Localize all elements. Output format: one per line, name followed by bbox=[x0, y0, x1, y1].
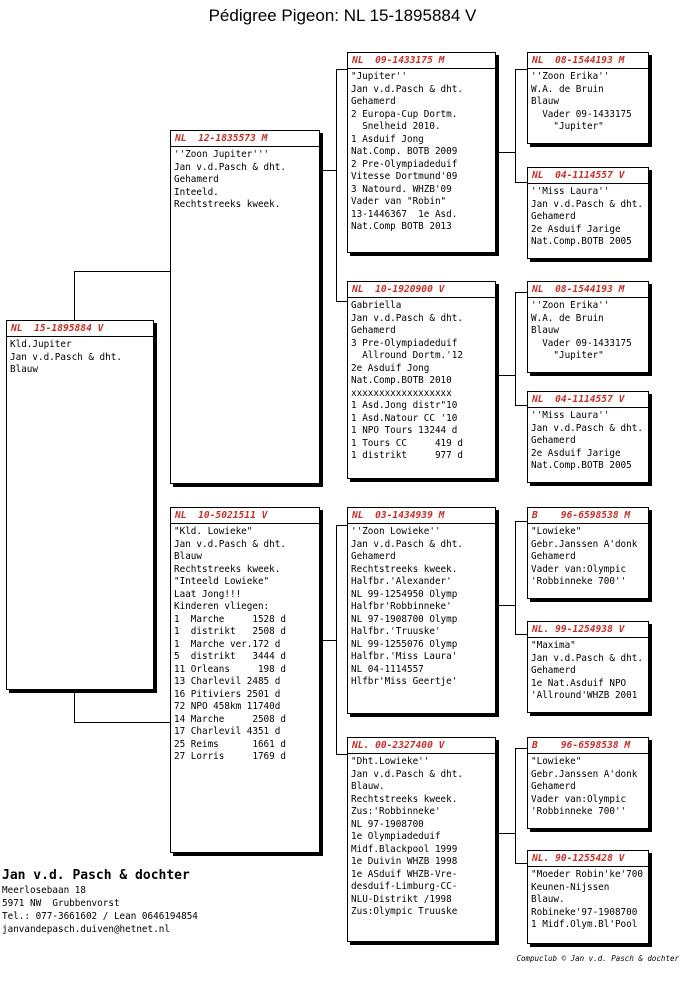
detail-line: 1 NPO Tours 13244 d bbox=[351, 425, 458, 436]
detail-line: NLU-Distrikt /1998 bbox=[351, 893, 452, 905]
connector bbox=[515, 405, 527, 406]
pigeon-card-sire bbox=[170, 130, 320, 484]
owner-phone: Tel.: 077-3661602 / Lean 0646194854 bbox=[2, 911, 198, 922]
pigeon-details bbox=[528, 186, 648, 249]
pigeon-details bbox=[528, 300, 648, 363]
divider bbox=[528, 753, 648, 754]
detail-line: NL 04-1114557 bbox=[351, 663, 424, 675]
detail-line: Nat.Comp. BOTB 2009 bbox=[351, 146, 458, 157]
detail-line: Gehamerd bbox=[531, 665, 576, 676]
detail-line: Gehamerd bbox=[174, 174, 219, 185]
detail-line: 2e Asduif Jong bbox=[351, 362, 430, 374]
detail-line: 16 Pitiviers 2501 d bbox=[174, 688, 281, 700]
detail-line: 2e Asduif Jarige bbox=[531, 223, 621, 235]
pigeon-details bbox=[528, 756, 648, 819]
detail-line: NL 99-1255076 Olymp bbox=[351, 638, 458, 650]
connector bbox=[515, 521, 527, 522]
detail-line: 3 Pre-Olympiadeduif bbox=[351, 337, 458, 349]
detail-line: Gehamerd bbox=[531, 435, 576, 446]
pigeon-details bbox=[528, 869, 648, 932]
detail-line: Jan v.d.Pasch & dht. bbox=[174, 161, 286, 173]
detail-line: Gehamerd bbox=[531, 551, 576, 562]
divider bbox=[348, 297, 495, 298]
detail-line: Vader 09-1433175 bbox=[531, 108, 632, 120]
detail-line: Vader van:Olympic bbox=[531, 793, 627, 805]
detail-line: "Lowieke" bbox=[531, 526, 582, 537]
detail-line: Jan v.d.Pasch & dht. bbox=[531, 652, 643, 664]
detail-line: ''Zoon Erika'' bbox=[531, 71, 610, 82]
detail-line: NL 97-1908700 bbox=[351, 818, 424, 830]
detail-line: Gehamerd bbox=[351, 551, 396, 562]
detail-line: Laat Jong!!! bbox=[174, 588, 242, 600]
connector bbox=[74, 722, 171, 723]
ring-number: NL 08-1544193 M bbox=[532, 55, 625, 66]
detail-line: 1 Asd.Jong distr"10 bbox=[351, 400, 458, 411]
detail-line: NL 99-1254950 Olymp bbox=[351, 588, 458, 600]
ring-number: NL. 90-1255428 V bbox=[532, 853, 625, 864]
owner-city: 5971 NW Grubbenvorst bbox=[2, 898, 120, 909]
ring-number: NL 12-1835573 M bbox=[175, 133, 268, 144]
divider bbox=[528, 297, 648, 298]
ring-number: NL 10-1920900 V bbox=[352, 284, 445, 295]
detail-line: Nat.Comp.BOTB 2005 bbox=[531, 236, 632, 247]
detail-line: Rechtstreeks kweek. bbox=[351, 793, 458, 805]
detail-line: Kld.Jupiter bbox=[10, 339, 72, 350]
ring-number: NL. 00-2327400 V bbox=[352, 740, 445, 751]
detail-line: W.A. de Bruin bbox=[531, 312, 604, 324]
pigeon-details bbox=[528, 410, 648, 473]
detail-line: 1 Asd.Natour CC '10 bbox=[351, 412, 458, 424]
connector bbox=[515, 69, 516, 182]
ring-number: NL 15-1895884 V bbox=[11, 323, 104, 334]
pigeon-details bbox=[348, 71, 495, 234]
detail-line: "Jupiter" bbox=[531, 350, 604, 361]
detail-line: Kinderen vliegen: bbox=[174, 601, 270, 612]
detail-line: Vitesse Dortmund'09 bbox=[351, 171, 458, 182]
owner-email[interactable]: janvandepasch.duiven@hetnet.nl bbox=[2, 924, 170, 935]
detail-line: Jan v.d.Pasch & dht. bbox=[531, 198, 643, 210]
connector bbox=[515, 748, 516, 863]
detail-line: xxxxxxxxxxxxxxxxxx bbox=[351, 387, 452, 399]
detail-line: Halfbr.'Alexander' bbox=[351, 576, 452, 587]
divider bbox=[528, 866, 648, 867]
detail-line: 1 Midf.Olym.Bl'Pool bbox=[531, 919, 638, 930]
detail-line: 1e Nat.Asduif NPO bbox=[531, 677, 627, 689]
detail-line: W.A. de Bruin bbox=[531, 83, 604, 95]
ring-number: NL 10-5021511 V bbox=[175, 510, 268, 521]
detail-line: NL 97-1908700 Olymp bbox=[351, 613, 458, 625]
detail-line: Hlfbr'Miss Geertje' bbox=[351, 676, 458, 687]
detail-line: Halfbr'Robbinneke' bbox=[351, 601, 452, 612]
connector bbox=[515, 182, 527, 183]
detail-line: 2 Europa-Cup Dortm. bbox=[351, 108, 458, 120]
detail-line: Rechtstreeks kweek. bbox=[174, 563, 281, 575]
detail-line: 1 Asduif Jong bbox=[351, 133, 424, 145]
pigeon-details bbox=[348, 300, 495, 463]
ring-number: NL. 99-1254938 V bbox=[532, 624, 625, 635]
detail-line: Gehamerd bbox=[531, 781, 576, 792]
detail-line: ''Miss Laura'' bbox=[531, 410, 610, 421]
detail-line: Jan v.d.Pasch & dht. bbox=[351, 768, 463, 780]
detail-line: 25 Reims 1661 d bbox=[174, 738, 286, 750]
detail-line: Gabriella bbox=[351, 300, 402, 311]
detail-line: Nat.Comp.BOTB 2005 bbox=[531, 460, 632, 471]
pigeon-details bbox=[528, 71, 648, 134]
detail-line: Snelheid 2010. bbox=[351, 121, 441, 132]
pigeon-card-dd-dam bbox=[527, 850, 649, 944]
pigeon-card-ds-sire bbox=[527, 507, 649, 599]
detail-line: Zus:Olympic Truuske bbox=[351, 906, 458, 917]
detail-line: "Kld. Lowieke" bbox=[174, 526, 253, 537]
detail-line: Robineke'97-1908700 bbox=[531, 906, 638, 918]
detail-line: Jan v.d.Pasch & dht. bbox=[351, 538, 463, 550]
detail-line: 'Allround'WHZB 2001 bbox=[531, 690, 638, 701]
detail-line: "Lowieke" bbox=[531, 756, 582, 767]
connector bbox=[74, 271, 75, 320]
detail-line: 27 Lorris 1769 d bbox=[174, 751, 286, 762]
detail-line: ''Zoon Erika'' bbox=[531, 300, 610, 311]
divider bbox=[348, 523, 495, 524]
connector bbox=[336, 69, 337, 301]
detail-line: "Maxima" bbox=[531, 640, 576, 651]
detail-line: 1 distrikt 977 d bbox=[351, 450, 463, 461]
detail-line: 13-1446367 1e Asd. bbox=[351, 208, 458, 220]
detail-line: Halfbr.'Miss Laura' bbox=[351, 651, 458, 662]
detail-line: Inteeld. bbox=[174, 186, 219, 198]
pigeon-details bbox=[171, 149, 319, 212]
page-title: Pédigree Pigeon: NL 15-1895884 V bbox=[208, 6, 477, 25]
detail-line: 13 Charlevil 2485 d bbox=[174, 676, 281, 687]
detail-line: 14 Marche 2508 d bbox=[174, 713, 286, 725]
detail-line: Vader 09-1433175 bbox=[531, 337, 632, 349]
detail-line: 3 Natourd. WHZB'09 bbox=[351, 183, 452, 195]
detail-line: Jan v.d.Pasch & dht. bbox=[531, 422, 643, 434]
detail-line: Blauw. bbox=[351, 781, 385, 792]
detail-line: "Jupiter" bbox=[531, 121, 604, 132]
pigeon-card-subject bbox=[6, 320, 154, 690]
detail-line: Blauw. bbox=[531, 894, 565, 905]
detail-line: 1e ASduif WHZB-Vre- bbox=[351, 868, 458, 880]
pigeon-details bbox=[528, 526, 648, 589]
pigeon-card-dd-sire bbox=[527, 737, 649, 829]
detail-line: Gehamerd bbox=[531, 211, 576, 222]
detail-line: 1e Duivin WHZB 1998 bbox=[351, 856, 458, 867]
divider bbox=[348, 753, 495, 754]
detail-line: 5 distrikt 3444 d bbox=[174, 651, 286, 662]
detail-line: Jan v.d.Pasch & dht. bbox=[351, 312, 463, 324]
detail-line: ''Zoon Jupiter''' bbox=[174, 149, 270, 160]
connector bbox=[515, 634, 527, 635]
detail-line: Blauw bbox=[531, 325, 559, 336]
ring-number: B 96-6598538 M bbox=[532, 740, 631, 751]
ring-number: NL 09-1433175 M bbox=[352, 55, 445, 66]
pigeon-details bbox=[7, 339, 153, 377]
pigeon-details bbox=[348, 756, 495, 919]
pigeon-card-dam bbox=[170, 507, 320, 853]
owner-name: Jan v.d. Pasch & dochter bbox=[2, 868, 190, 883]
detail-line: 11 Orleans 198 d bbox=[174, 663, 286, 675]
connector bbox=[515, 521, 516, 634]
connector bbox=[336, 525, 337, 754]
detail-line: Rechtstreeks kweek. bbox=[351, 563, 458, 575]
detail-line: 72 NPO 458km 11740d bbox=[174, 701, 281, 712]
detail-line: Vader van:Olympic bbox=[531, 563, 627, 575]
connector bbox=[497, 605, 515, 606]
detail-line: Keunen-Nijssen bbox=[531, 881, 610, 893]
connector bbox=[321, 640, 336, 641]
divider bbox=[528, 68, 648, 69]
detail-line: Gehamerd bbox=[351, 325, 396, 336]
copyright-credit: Compuclub © Jan v.d. Pasch & dochter bbox=[516, 954, 679, 963]
divider bbox=[171, 146, 319, 147]
detail-line: 'Robbinneke 700'' bbox=[531, 576, 627, 587]
detail-line: Zus:'Robbinneke' bbox=[351, 806, 441, 817]
connector bbox=[74, 690, 75, 722]
pigeon-details bbox=[528, 640, 648, 703]
detail-line: desduif-Limburg-CC- bbox=[351, 881, 458, 892]
detail-line: "Inteeld Lowieke" bbox=[174, 576, 270, 587]
pigeon-card-ss-sire bbox=[527, 52, 649, 144]
detail-line: 1e Olympiadeduif bbox=[351, 831, 441, 842]
owner-address: Meerlosebaan 18 bbox=[2, 885, 86, 896]
connector bbox=[515, 292, 516, 405]
divider bbox=[171, 523, 319, 524]
detail-line: Halfbr.'Truuske' bbox=[351, 626, 441, 637]
detail-line: 2 Pre-Olympiadeduif bbox=[351, 158, 458, 170]
detail-line: Blauw bbox=[10, 364, 38, 375]
connector bbox=[74, 271, 171, 272]
detail-line: Nat.Comp BOTB 2013 bbox=[351, 221, 452, 232]
ring-number: NL 08-1544193 M bbox=[532, 284, 625, 295]
divider bbox=[528, 407, 648, 408]
detail-line: ''Miss Laura'' bbox=[531, 186, 610, 197]
pigeon-details bbox=[171, 526, 319, 764]
connector bbox=[515, 69, 527, 70]
pigeon-card-dam-sire bbox=[347, 507, 496, 714]
pigeon-card-dam-dam bbox=[347, 737, 496, 942]
divider bbox=[7, 336, 153, 337]
ring-number: NL 04-1114557 V bbox=[532, 394, 625, 405]
detail-line: ''Zoon Lowieke'' bbox=[351, 526, 441, 537]
detail-line: Blauw bbox=[174, 551, 202, 562]
detail-line: "Dht.Lowieke'' bbox=[351, 756, 430, 767]
detail-line: Allround Dortm.'12 bbox=[351, 350, 463, 361]
connector bbox=[515, 748, 527, 749]
pigeon-card-ss-dam bbox=[527, 167, 649, 259]
detail-line: 2e Asduif Jarige bbox=[531, 447, 621, 459]
connector bbox=[497, 375, 515, 376]
detail-line: 1 Tours CC 419 d bbox=[351, 437, 463, 449]
detail-line: Nat.Comp.BOTB 2010 bbox=[351, 375, 452, 386]
pigeon-card-sd-dam bbox=[527, 391, 649, 483]
detail-line: Midf.Blackpool 1999 bbox=[351, 843, 458, 855]
detail-line: 1 Marche ver.172 d bbox=[174, 638, 281, 650]
detail-line: Jan v.d.Pasch & dht. bbox=[10, 351, 122, 363]
divider bbox=[528, 523, 648, 524]
detail-line: Gehamerd bbox=[351, 96, 396, 107]
detail-line: 1 Marche 1528 d bbox=[174, 613, 286, 625]
detail-line: Gebr.Janssen A'donk bbox=[531, 538, 638, 550]
ring-number: B 96-6598538 M bbox=[532, 510, 631, 521]
ring-number: NL 04-1114557 V bbox=[532, 170, 625, 181]
detail-line: Vader van "Robin" bbox=[351, 196, 447, 207]
pigeon-details bbox=[348, 526, 495, 689]
connector bbox=[515, 863, 527, 864]
ring-number: NL 03-1434939 M bbox=[352, 510, 445, 521]
detail-line: Gebr.Janssen A'donk bbox=[531, 768, 638, 780]
pigeon-card-ds-dam bbox=[527, 621, 649, 713]
pigeon-card-sd-sire bbox=[527, 281, 649, 373]
divider bbox=[528, 183, 648, 184]
connector bbox=[497, 152, 515, 153]
connector bbox=[497, 833, 515, 834]
pigeon-card-sire-sire bbox=[347, 52, 496, 253]
detail-line: 1 distrikt 2508 d bbox=[174, 626, 286, 637]
detail-line: "Moeder Robin'ke'700 bbox=[531, 869, 643, 880]
owner-info bbox=[2, 868, 198, 936]
detail-line: 'Robbinneke 700'' bbox=[531, 806, 627, 817]
detail-line: Blauw bbox=[531, 96, 559, 107]
detail-line: 17 Charlevil 4351 d bbox=[174, 726, 281, 737]
connector bbox=[321, 170, 336, 171]
detail-line: Rechtstreeks kweek. bbox=[174, 199, 281, 210]
pigeon-card-sire-dam bbox=[347, 281, 496, 479]
detail-line: Jan v.d.Pasch & dht. bbox=[351, 83, 463, 95]
divider bbox=[528, 637, 648, 638]
divider bbox=[348, 68, 495, 69]
detail-line: "Jupiter'' bbox=[351, 71, 407, 82]
connector bbox=[515, 292, 527, 293]
detail-line: Jan v.d.Pasch & dht. bbox=[174, 538, 286, 550]
